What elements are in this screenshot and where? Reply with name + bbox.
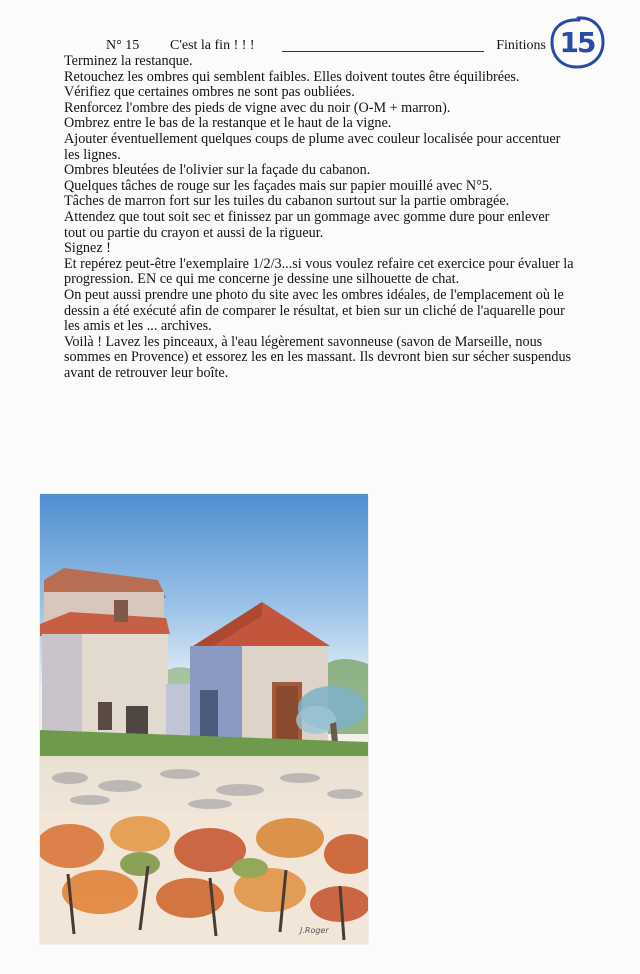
cabanon-painting-image — [40, 494, 368, 944]
instructions-text — [64, 54, 574, 381]
page-title: C'est la fin ! ! ! — [170, 38, 255, 53]
paragraph: Signez ! — [64, 240, 111, 257]
paragraph: Renforcez l'ombre des pieds de vigne avec du noir (O-M + marron). — [64, 99, 451, 116]
paragraph: Tâches de marron fort sur les tuiles du cabanon surtout sur la partie ombragée. — [64, 193, 510, 210]
paragraph: On peut aussi prendre une photo du site avec les ombres idéales, de l'emplacement où le dessin a été exécuté afin de comparer le résultat, et bien sur un cliché de l'aquarelle pour les amis et les ... archives. — [64, 286, 565, 335]
page-number: 15 — [559, 25, 595, 59]
paragraph: Et repérez peut-être l'exemplaire 1/2/3...si vous voulez refaire cet exercice pour évaluer la progression. EN ce qui me concerne je dessine une silhouette de chat. — [64, 255, 574, 288]
artist-signature: J.Roger — [300, 926, 329, 935]
paragraph: Ombres bleutées de l'olivier sur la façade du cabanon. — [64, 162, 371, 179]
header-rule — [282, 51, 484, 52]
paragraph: Ombrez entre le bas de la restanque et le haut de la vigne. — [64, 115, 392, 132]
paragraph: Retouchez les ombres qui semblent faibles. Elles doivent toutes être équilibrées. — [64, 68, 520, 85]
paragraph: Ajouter éventuellement quelques coups de plume avec couleur localisée pour accentuer les lignes. — [64, 130, 561, 163]
paragraph: Attendez que tout soit sec et finissez par un gommage avec gomme dure pour enlever tout ou partie du crayon et aussi de la rigueur. — [64, 208, 550, 241]
watercolor-illustration — [40, 494, 368, 944]
paragraph: Voilà ! Lavez les pinceaux, à l'eau légèrement savonneuse (savon de Marseille, nous sommes en Provence) et essorez les en les massant. Ils devront bien sur sécher suspendus avant de retrouver leur boîte. — [64, 333, 572, 381]
paragraph: Quelques tâches de rouge sur les façades mais sur papier mouillé avec N°5. — [64, 177, 493, 194]
paragraph: Vérifiez que certaines ombres ne sont pas oubliées. — [64, 84, 355, 101]
exercise-number: N° 15 — [106, 38, 140, 53]
paragraph: Terminez la restanque. — [64, 53, 193, 69]
section-label: Finitions — [496, 38, 546, 53]
